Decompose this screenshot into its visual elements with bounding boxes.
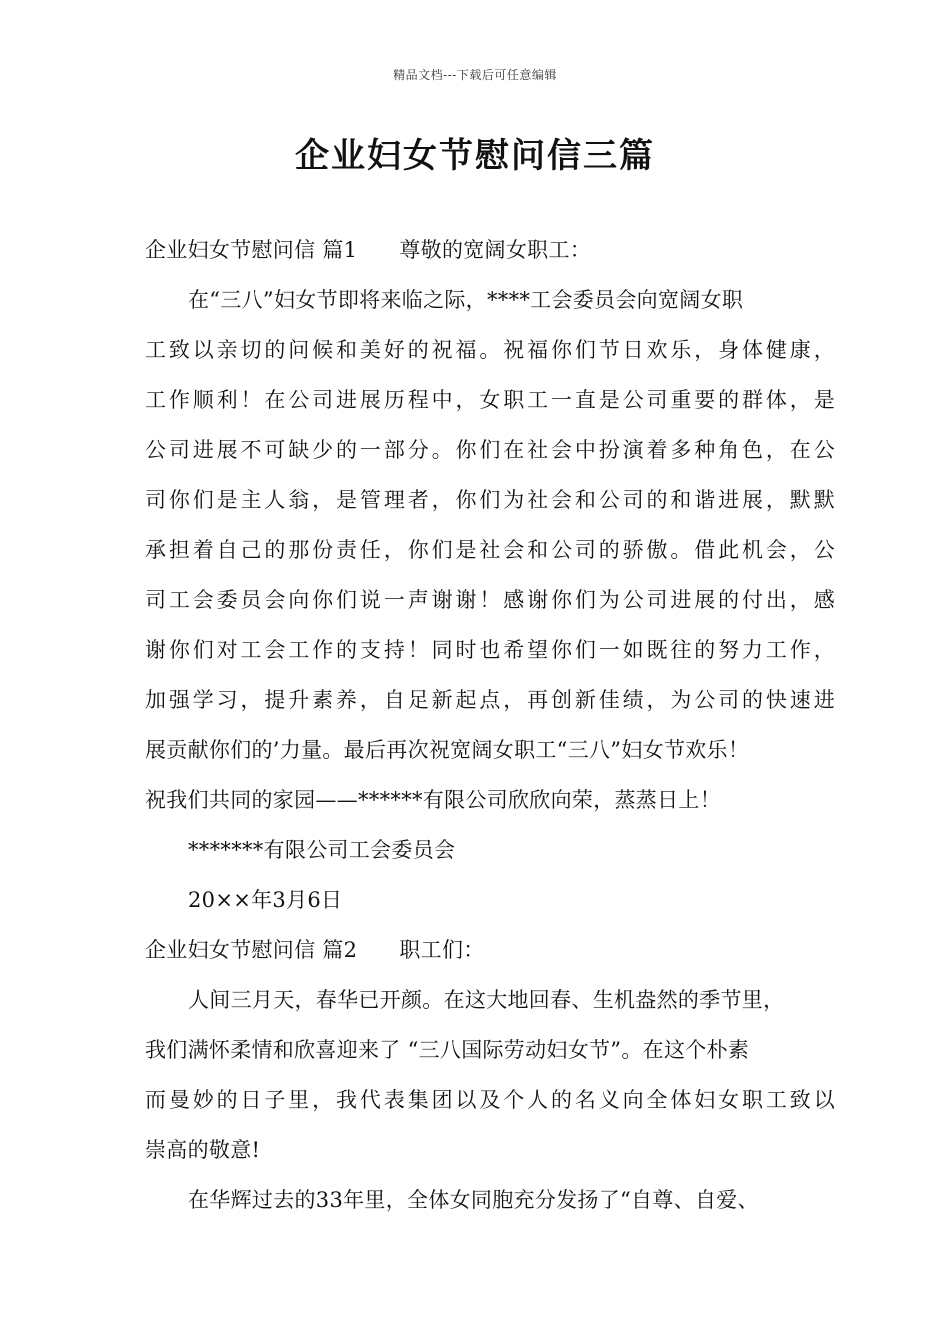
paragraph-line: 崇高的敬意! bbox=[145, 1138, 261, 1162]
paragraph-line: 工作顺利！在公司进展历程中，女职工一直是公司重要的群体，是 bbox=[145, 388, 835, 412]
signature: *******有限公司工会委员会 bbox=[188, 838, 456, 862]
paragraph-line: 司工会委员会向你们说一声谢谢！感谢你们为公司进展的付出，感 bbox=[145, 588, 835, 612]
paragraph-line: 公司进展不可缺少的一部分。你们在社会中扮演着多种角色，在公 bbox=[145, 438, 835, 462]
paragraph-line: 祝我们共同的家园——******有限公司欣欣向荣，蒸蒸日上！ bbox=[145, 788, 721, 812]
paragraph-line: 谢你们对工会工作的支持！同时也希望你们一如既往的努力工作， bbox=[145, 638, 835, 662]
paragraph-line: 展贡献你们的’力量。最后再次祝宽阔女职工“三八”妇女节欢乐！ bbox=[145, 738, 750, 762]
paragraph-line: 在“三八”妇女节即将来临之际，****工会委员会向宽阔女职 bbox=[188, 288, 744, 312]
paragraph-line: 在华辉过去的33年里，全体女同胞充分发扬了“自尊、自爱、 bbox=[188, 1188, 759, 1212]
document-title: 企业妇女节慰问信三篇 bbox=[295, 136, 655, 176]
section-heading-line bbox=[145, 925, 835, 975]
header-note: 精品文档---下载后可任意编辑 bbox=[393, 68, 557, 82]
section-heading-line bbox=[145, 225, 835, 275]
paragraph-line: 司你们是主人翁，是管理者，你们为社会和公司的和谐进展，默默 bbox=[145, 488, 835, 512]
paragraph-line: 人间三月天，春华已开颜。在这大地回春、生机盎然的季节里， bbox=[188, 988, 785, 1012]
paragraph-line: 我们满怀柔情和欣喜迎来了 “三八国际劳动妇女节”。在这个朴素 bbox=[145, 1038, 750, 1062]
paragraph-line: 而曼妙的日子里，我代表集团以及个人的名义向全体妇女职工致以 bbox=[145, 1088, 835, 1112]
section-heading: 企业妇女节慰问信 篇1 bbox=[145, 238, 358, 262]
section-heading: 企业妇女节慰问信 篇2 bbox=[145, 938, 358, 962]
salutation: 尊敬的宽阔女职工： bbox=[399, 238, 592, 262]
paragraph-line: 加强学习，提升素养，自足新起点，再创新佳绩，为公司的快速进 bbox=[145, 688, 835, 712]
paragraph-line: 工致以亲切的问候和美好的祝福。祝福你们节日欢乐，身体健康， bbox=[145, 338, 835, 362]
paragraph-line: 承担着自己的那份责任，你们是社会和公司的骄傲。借此机会，公 bbox=[145, 538, 835, 562]
document-body bbox=[145, 225, 835, 1225]
date: 20××年3月6日 bbox=[188, 888, 343, 912]
salutation: 职工们： bbox=[399, 938, 485, 962]
